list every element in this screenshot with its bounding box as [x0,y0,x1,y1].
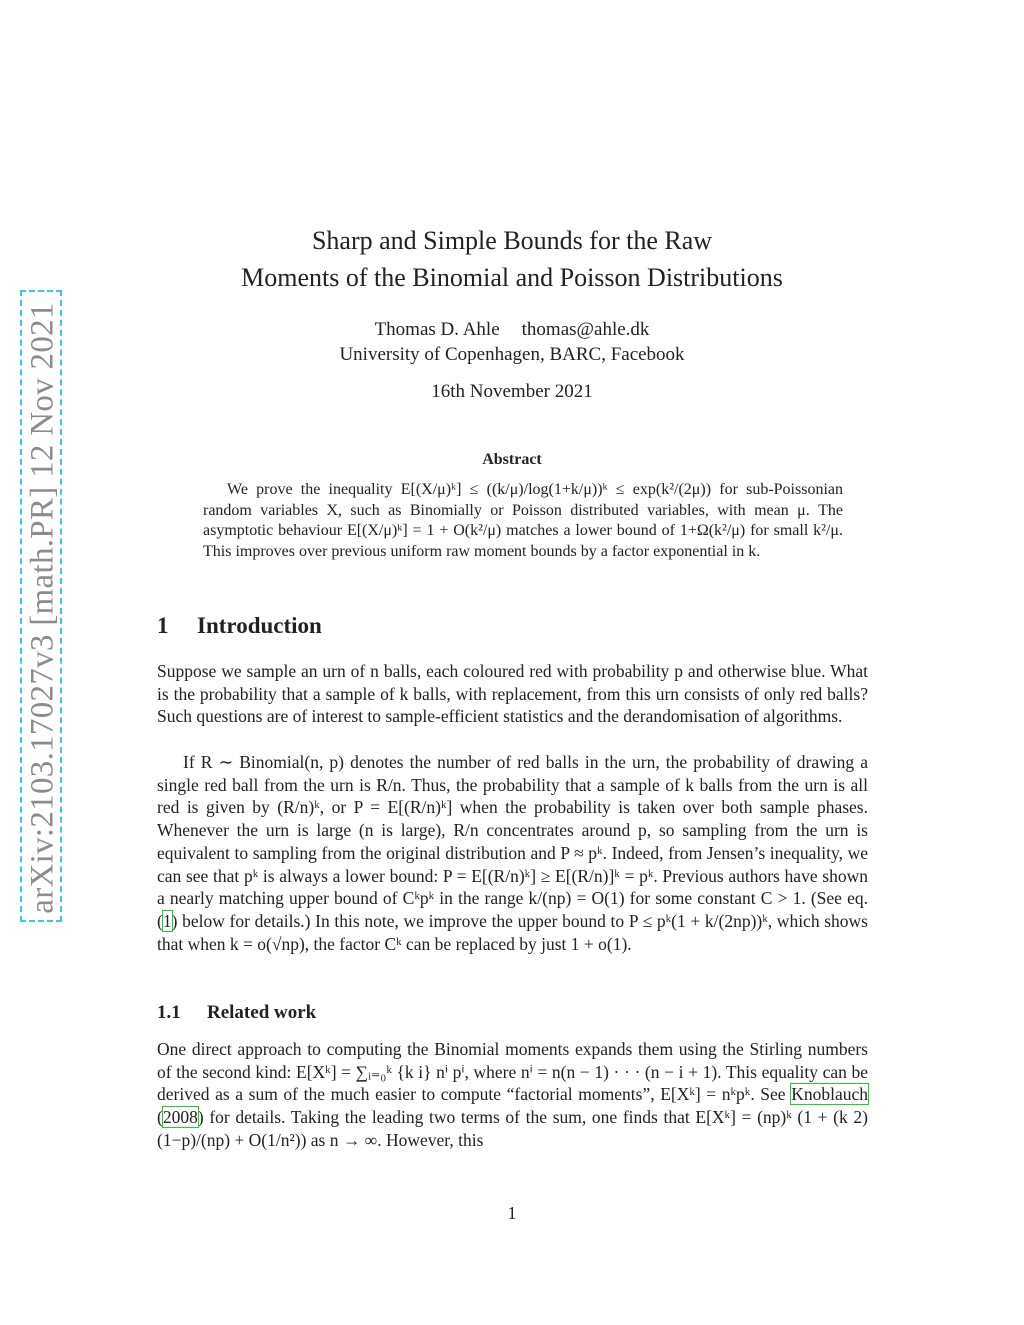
subsection-heading-related-work [157,1002,316,1024]
related-work-part-b: ( [157,1107,163,1128]
related-work-part-a: One direct approach to computing the Binomial moments expands them using the Stirling numbers of the second kind: E[Xᵏ] = ∑ᵢ₌₀ᵏ {k i} nⁱ pⁱ, where nⁱ = n(n − 1) · · · (n − i + 1). This equality can be derived as a sum of the much easier to compute “factorial moments”, E[Xᵏ] = nᵏpᵏ. See [157,1039,868,1105]
abstract-heading: Abstract [482,451,542,468]
author-email[interactable]: thomas@ahle.dk [521,319,650,340]
citation-author-link[interactable]: Knoblauch [791,1084,868,1105]
intro-paragraph-2 [157,751,868,955]
paper-title [150,222,874,296]
title-line-1: Sharp and Simple Bounds for the Raw [311,226,713,255]
section-heading-introduction [157,613,322,639]
equation-reference-link[interactable]: 1 [162,910,172,931]
intro-paragraph-2-part-a: If R ∼ Binomial(n, p) denotes the number of red balls in the urn, the probability of drawing a single red ball from the urn is R/n. Thus, the probability that a sample of k balls from the urn is all red is given by (R/n)ᵏ, or P = E[(R/n)ᵏ] when the probability is taken over both sample phases. Whenever the urn is large (n is large), R/n concentrates around p, so sampling from the urn is equivalent to sampling from the original distribution and P ≈ pᵏ. Indeed, from Jensen’s inequality, we can see that pᵏ is always a lower bound: P = E[(R/n)ᵏ] ≥ E[(R/n)]ᵏ = pᵏ. Previous authors have shown a nearly matching upper bound of Cᵏpᵏ in the range k/(np) = O(1) for some constant C > 1. (See eq. ( [157,752,868,931]
paper-date: 16th November 2021 [431,381,593,402]
author-block [150,317,874,367]
abstract-text: We prove the inequality E[(X/μ)ᵏ] ≤ ((k/μ)/log(1+k/μ))ᵏ ≤ exp(k²/(2μ)) for sub-Poissonian random variables X, such as Binomially or Poisson distributed variables, with mean μ. The asymptotic behaviour E[(X/μ)ᵏ] = 1 + O(k²/μ) matches a lower bound of 1+Ω(k²/μ) for small k²/μ. This improves over previous uniform raw moment bounds by a factor exponential in k. [203,481,843,560]
related-work-paragraph [157,1038,868,1152]
title-line-2: Moments of the Binomial and Poisson Distributions [241,263,783,292]
subsection-title: Related work [207,1002,317,1023]
citation-year-link[interactable]: 2008 [162,1107,198,1128]
arxiv-stamp-box[interactable] [20,290,62,922]
author-name: Thomas D. Ahle [374,319,500,340]
intro-paragraph-1: Suppose we sample an urn of n balls, each coloured red with probability p and otherwise blue. What is the probability that a sample of k balls, with replacement, from this urn consists of only red balls? Such questions are of interest to sample-efficient statistics and the derandomisation of algorithms. [157,661,868,727]
subsection-number: 1.1 [157,1002,181,1023]
related-work-part-c: ) for details. Taking the leading two terms of the sum, one finds that E[Xᵏ] = (np)ᵏ (1 + (k 2) (1−p)/(np) + O(1/n²)) as n → ∞. However, this [157,1107,868,1150]
author-affiliation: University of Copenhagen, BARC, Facebook [339,344,685,365]
page-number: 1 [507,1203,517,1223]
section-number: 1 [157,613,169,638]
arxiv-identifier: arXiv:2103.17027v3 [math.PR] 12 Nov 2021 [24,302,61,914]
section-title: Introduction [197,613,322,638]
intro-paragraph-2-part-b: ) below for details.) In this note, we improve the upper bound to P ≤ pᵏ(1 + k/(2np))ᵏ, which shows that when k = o(√np), the factor Cᵏ can be replaced by just 1 + o(1). [157,910,868,954]
